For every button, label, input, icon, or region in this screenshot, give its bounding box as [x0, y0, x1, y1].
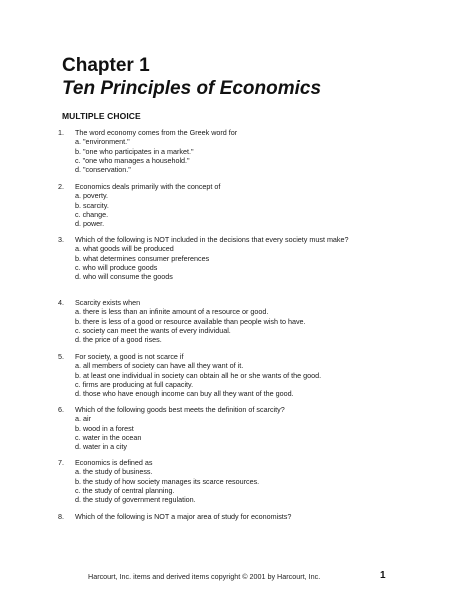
answer-option: b. the study of how society manages its scarce resources.: [75, 476, 260, 486]
answer-option: a. all members of society can have all they want of it.: [75, 361, 244, 371]
page-number: 1: [380, 570, 386, 581]
question-7: [58, 458, 458, 504]
answer-option: c. who will produce goods: [75, 262, 158, 272]
question-number: 8.: [58, 512, 64, 521]
answer-option: c. society can meet the wants of every individual.: [75, 325, 231, 335]
answer-option: a. poverty.: [75, 191, 109, 201]
question-number: 6.: [58, 405, 64, 414]
question-3: [58, 235, 458, 281]
answer-option: b. what determines consumer preferences: [75, 253, 210, 263]
answer-option: c. the study of central planning.: [75, 485, 175, 495]
question-stem: Economics is defined as: [75, 458, 153, 467]
answer-option: a. air: [75, 414, 91, 424]
answer-option: c. firms are producing at full capacity.: [75, 379, 194, 389]
answer-option: c. change.: [75, 209, 109, 219]
answer-option: b. scarcity.: [75, 200, 109, 210]
question-stem: Economics deals primarily with the concept of: [75, 182, 221, 191]
question-stem: Which of the following goods best meets the definition of scarcity?: [75, 405, 285, 414]
answer-option: b. wood in a forest: [75, 423, 134, 433]
answer-option: b. there is less of a good or resource available than people wish to have.: [75, 316, 306, 326]
answer-option: c. water in the ocean: [75, 432, 142, 442]
answer-option: d. power.: [75, 219, 105, 229]
question-4: [58, 298, 458, 344]
question-number: 7.: [58, 458, 64, 467]
question-6: [58, 405, 458, 451]
question-number: 5.: [58, 352, 64, 361]
answer-option: a. there is less than an infinite amount of a resource or good.: [75, 307, 269, 317]
answer-option: c. "one who manages a household.": [75, 155, 190, 165]
question-number: 2.: [58, 182, 64, 191]
section-heading: MULTIPLE CHOICE: [62, 111, 141, 121]
question-number: 1.: [58, 128, 64, 137]
answer-option: d. those who have enough income can buy all they want of the good.: [75, 389, 294, 399]
footer-copyright: Harcourt, Inc. items and derived items copyright © 2001 by Harcourt, Inc.: [88, 572, 321, 581]
question-1: [58, 128, 458, 174]
answer-option: d. water in a city: [75, 442, 127, 452]
question-stem: Which of the following is NOT included in the decisions that every society must make?: [75, 235, 349, 244]
question-2: [58, 182, 458, 228]
answer-option: a. "environment.": [75, 137, 130, 147]
question-number: 3.: [58, 235, 64, 244]
question-stem: Scarcity exists when: [75, 298, 141, 307]
question-stem: Which of the following is NOT a major area of study for economists?: [75, 512, 292, 521]
chapter-subtitle: Ten Principles of Economics: [62, 78, 322, 99]
question-stem: For society, a good is not scarce if: [75, 352, 184, 361]
question-5: [58, 352, 458, 398]
chapter-title: Chapter 1: [62, 55, 150, 76]
answer-option: d. "conservation.": [75, 165, 131, 175]
question-8: [58, 512, 458, 521]
answer-option: a. what goods will be produced: [75, 244, 174, 254]
answer-option: d. the price of a good rises.: [75, 335, 162, 345]
question-number: 4.: [58, 298, 64, 307]
answer-option: a. the study of business.: [75, 467, 153, 477]
answer-option: b. at least one individual in society can obtain all he or she wants of the good.: [75, 370, 322, 380]
answer-option: d. who will consume the goods: [75, 272, 173, 282]
answer-option: b. "one who participates in a market.": [75, 146, 194, 156]
question-stem: The word economy comes from the Greek word for: [75, 128, 238, 137]
answer-option: d. the study of government regulation.: [75, 495, 196, 505]
